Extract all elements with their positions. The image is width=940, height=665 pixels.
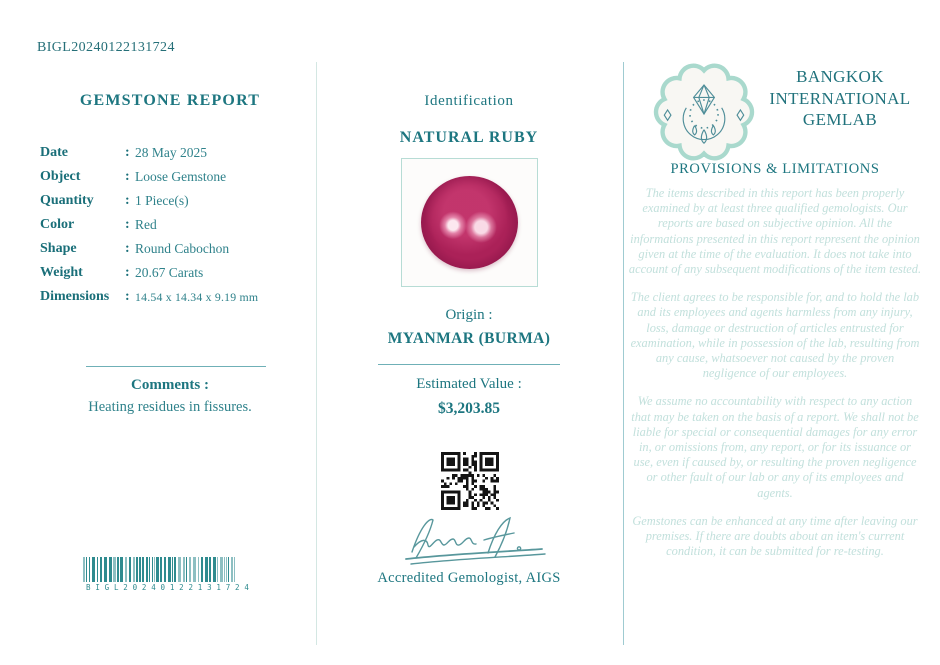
field-label: Date — [40, 145, 68, 160]
field-row-shape — [40, 237, 312, 261]
comments-label: Comments : — [131, 377, 209, 393]
field-value: 20.67 Carats — [135, 265, 204, 280]
field-row-quantity — [40, 189, 312, 213]
field-separator: : — [125, 145, 130, 160]
field-value: 28 May 2025 — [135, 145, 207, 160]
field-separator: : — [125, 169, 130, 184]
origin-value: MYANMAR (BURMA) — [387, 330, 551, 347]
field-label: Object — [40, 169, 81, 184]
field-value: Round Cabochon — [135, 241, 230, 256]
identification-label: Identification — [424, 93, 514, 109]
estimated-value: $3,203.85 — [438, 400, 500, 417]
barcode-text: BIGL20240122131724 — [86, 583, 254, 592]
column-divider-left — [316, 62, 317, 645]
field-value: 1 Piece(s) — [135, 193, 189, 208]
ruby-photo — [421, 176, 518, 269]
value-divider — [378, 364, 560, 365]
field-row-weight — [40, 261, 312, 285]
field-row-object — [40, 165, 312, 189]
field-label: Weight — [40, 265, 83, 280]
field-separator: : — [125, 241, 130, 256]
lab-name: BANGKOK INTERNATIONAL GEMLAB — [769, 67, 911, 129]
field-value: Loose Gemstone — [135, 169, 227, 184]
provision-paragraph: Gemstones can be enhanced at any time after leaving our premises. If there are doubts about an item's current condition, it can be submitted for re-testing. — [632, 513, 918, 559]
field-label: Dimensions — [40, 289, 110, 304]
field-value: Red — [135, 217, 157, 232]
barcode-bars — [83, 557, 269, 582]
provision-paragraph: The client agrees to be responsible for, and to hold the lab and its employees and agents harmless from any injury, loss, damage or destruction of articles entrusted for examination, while in possession of the lab, resulting from any cause, whatsoever not caused by the proven negligence of our employees. — [630, 290, 920, 381]
report-title: GEMSTONE REPORT — [79, 92, 261, 109]
provision-paragraph: We assume no accountability with respect to any action that may be taken on the basis of a report. We shall not be liable for special or consequential damages for any error in, or omissions from, any report, or for its issuance or use, even if caused by, or resulting the proven negligence or other fault of our lab or any of its employees and agents. — [631, 394, 919, 500]
field-label: Quantity — [40, 193, 94, 208]
comments-text: Heating residues in fissures. — [88, 399, 252, 415]
comments-divider — [86, 366, 266, 367]
barcode — [83, 557, 269, 592]
field-separator: : — [125, 217, 130, 232]
gemologist-title: Accredited Gemologist, AIGS — [377, 570, 561, 586]
field-label: Shape — [40, 241, 77, 256]
field-row-date — [40, 141, 312, 165]
field-separator: : — [125, 289, 130, 304]
field-separator: : — [125, 193, 130, 208]
report-number: BIGL20240122131724 — [37, 40, 175, 55]
provisions-text — [628, 186, 922, 572]
gem-photo-frame — [401, 158, 538, 287]
gem-attributes-table — [40, 141, 312, 309]
gemlab-logo-badge — [652, 60, 756, 164]
gem-name: NATURAL RUBY — [399, 129, 539, 146]
field-separator: : — [125, 265, 130, 280]
provision-paragraph: The items described in this report has been properly examined by at least three qualified gemologists. Our reports are based on subjective opinion. All the informations presented in this report represent the opinion given at the time of the evaluation. It does not take into account of any subsequent modifications of the item tested. — [628, 186, 922, 277]
qr-code — [441, 452, 499, 510]
gemologist-signature — [398, 512, 553, 568]
field-value: 14.54 x 14.34 x 9.19 mm — [135, 289, 259, 304]
field-row-dimensions — [40, 285, 312, 309]
provisions-title: PROVISIONS & LIMITATIONS — [670, 161, 880, 177]
field-row-color — [40, 213, 312, 237]
field-label: Color — [40, 217, 75, 232]
origin-label: Origin : — [445, 307, 493, 323]
column-divider-right — [623, 62, 624, 645]
estimated-value-label: Estimated Value : — [416, 376, 522, 392]
